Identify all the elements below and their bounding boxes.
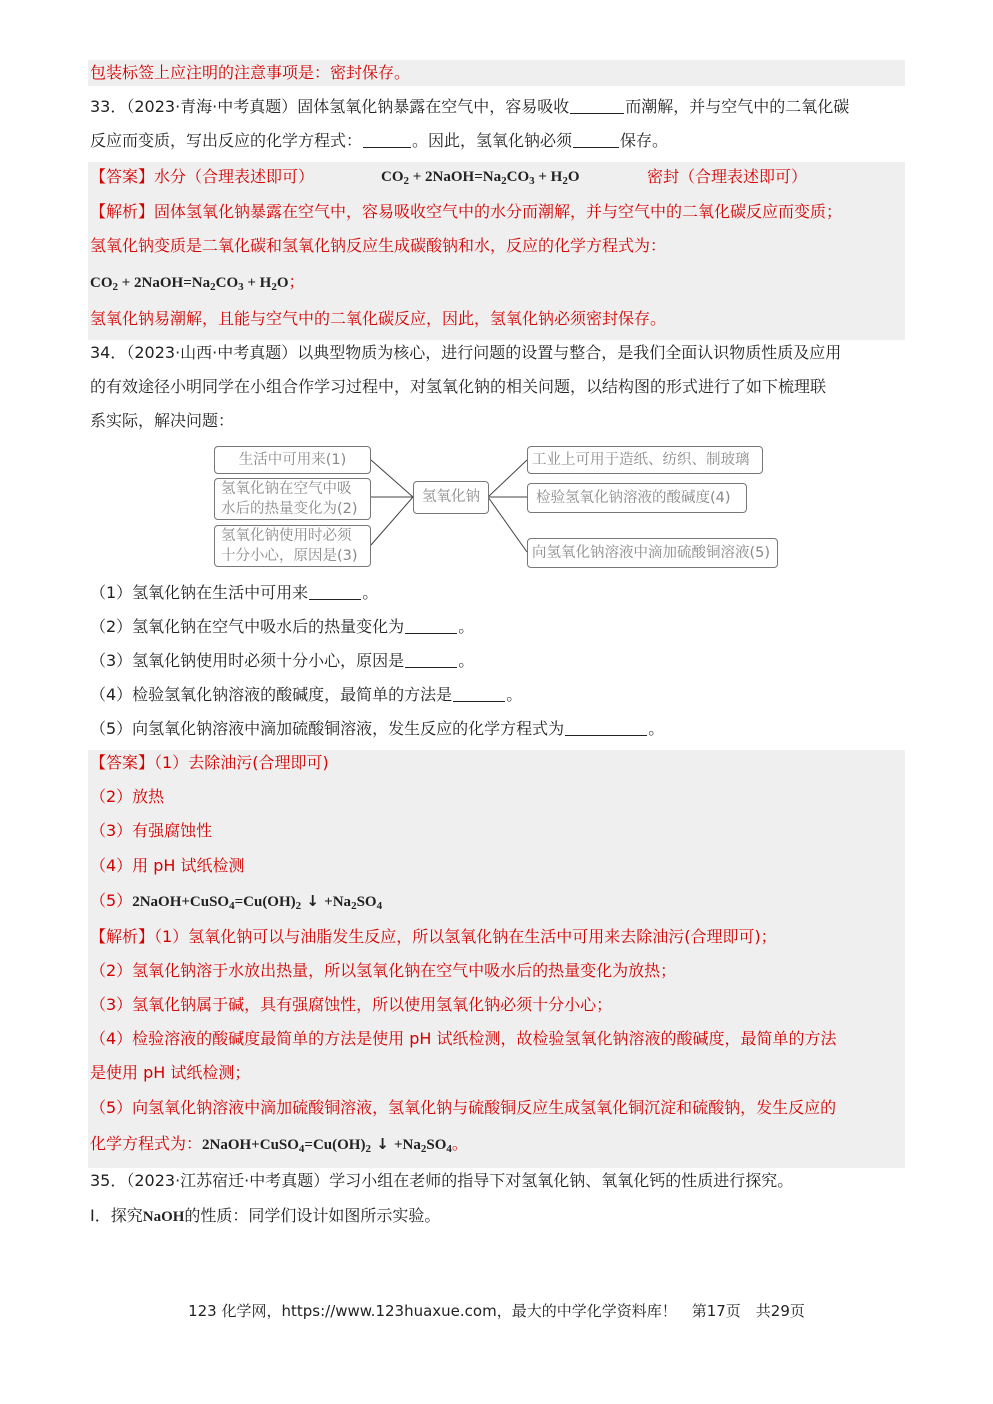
- diagram-connectors: [0, 0, 993, 600]
- q34-answer-5: $(5)2NaOH+CuSO_4=Cu(OH)_2$ ↓ $+Na_2SO_4$: [90, 891, 383, 912]
- q34-sub-3: （3）氢氧化钠使用时必须十分小心，原因是 。: [90, 651, 475, 670]
- q34-analysis-1: 【解析】（1）氢氧化钠可以与油脂发生反应，所以氢氧化钠在生活中可用来去除油污(合理即可)；: [90, 927, 777, 946]
- q34-answer-1: 【答案】（1）去除油污(合理即可): [90, 753, 329, 772]
- diagram-left-box-2: 氢氧化钠在空气中吸 水后的热量变化为(2): [214, 478, 371, 520]
- q34-blank-3[interactable]: [405, 651, 457, 668]
- diagram-right-box-3: 向氢氧化钠溶液中滴加硫酸铜溶液(5): [527, 538, 778, 568]
- q33-analysis-equation: $CO_2$ + $2NaOH=Na_2CO_3 + H_2O$；: [90, 272, 305, 293]
- q34-blank-2[interactable]: [405, 617, 457, 634]
- q34-analysis-tag: 【解析】: [90, 927, 155, 946]
- q34-sub-4: （4）检验氢氧化钠溶液的酸碱度，最简单的方法是 。: [90, 685, 523, 704]
- diagram-right-box-1: 工业上可用于造纸、纺织、制玻璃: [527, 446, 763, 474]
- q34-answer-equation: $2NaOH+CuSO_4=Cu(OH)_2$ ↓ $+Na_2SO_4$: [132, 892, 383, 912]
- q34-answer-2: （2）放热: [90, 787, 165, 806]
- q34-blank-4[interactable]: [453, 685, 505, 702]
- q33-text-3: 反应而变质，写出反应的化学方程式：: [90, 131, 363, 150]
- q33-analysis-line2: 氢氧化钠变质是二氧化碳和氢氧化钠反应生成碳酸钠和水，反应的化学方程式为：: [90, 236, 667, 255]
- q33-analysis-tag: 【解析】: [90, 202, 155, 221]
- page-footer: 123 化学网，https://www.123huaxue.com，最大的中学化学资料库！ 第17页 共29页: [188, 1302, 805, 1320]
- q34-analysis-4a: （4）检验溶液的酸碱度最简单的方法是使用 pH 试纸检测，故检验氢氧化钠溶液的酸碱度，最简单的方法: [90, 1029, 837, 1048]
- q33-answer-3: 密封（合理表述即可）: [647, 167, 808, 186]
- q34-analysis-4b: 是使用 pH 试纸检测；: [90, 1063, 251, 1082]
- q34-blank-1[interactable]: [309, 583, 361, 600]
- question-34-line2: 的有效途径小明同学在小组合作学习过程中，对氢氧化钠的相关问题，以结构图的形式进行了如下梳理联: [90, 377, 827, 396]
- question-35-line2: Ⅰ．探究NaOH的性质：同学们设计如图所示实验。: [90, 1206, 441, 1225]
- diagram-left-box-1: 生活中可用来(1): [214, 446, 371, 474]
- q33-analysis-line4: 氢氧化钠易潮解，且能与空气中的二氧化碳反应，因此，氢氧化钠必须密封保存。: [90, 309, 667, 328]
- q34-sub-2: （2）氢氧化钠在空气中吸水后的热量变化为 。: [90, 617, 475, 636]
- question-34-line3: 系实际，解决问题：: [90, 411, 235, 430]
- q34-answer-tag: 【答案】: [90, 753, 155, 772]
- q33-answer-tag: 【答案】: [90, 167, 155, 186]
- q34-sub-1: （1）氢氧化钠在生活中可用来 。: [90, 583, 379, 602]
- q34-analysis-5b: 化学方程式为：$2NaOH+CuSO_4=Cu(OH)_2$ ↓ $+Na_2SO_4$。: [90, 1134, 468, 1155]
- q34-analysis-5a: （5）向氢氧化钠溶液中滴加硫酸铜溶液，氢氧化钠与硫酸铜反应生成氢氧化铜沉淀和硫酸钠，发生反应的: [90, 1098, 837, 1117]
- q33-text-2: 而潮解，并与空气中的二氧化碳: [625, 97, 850, 116]
- diagram-center-box: 氢氧化钠: [413, 481, 489, 514]
- question-35-line1: 35．（2023·江苏宿迁·中考真题）学习小组在老师的指导下对氢氧化钠、氧氧化钙的性质进行探究。: [90, 1171, 794, 1190]
- q34-blank-5[interactable]: [565, 719, 647, 736]
- q34-answer-4: （4）用 pH 试纸检测: [90, 856, 245, 875]
- diagram-right-box-2: 检验氢氧化钠溶液的酸碱度(4): [527, 483, 747, 513]
- q34-analysis-2: （2）氢氧化钠溶于水放出热量，所以氢氧化钠在空气中吸水后的热量变化为放热；: [90, 961, 677, 980]
- q33-answer-1: 水分（合理表述即可）: [154, 167, 315, 186]
- q33-analysis-line1: 【解析】固体氢氧化钠暴露在空气中，容易吸收空气中的水分而潮解，并与空气中的二氧化碳反应而变质；: [90, 202, 843, 221]
- q33-text-4: 。因此，氢氧化钠必须: [412, 131, 573, 150]
- header-note: 包装标签上应注明的注意事项是：密封保存。: [90, 63, 411, 82]
- q33-text-5: 保存。: [620, 131, 669, 150]
- q34-analysis-3: （3）氢氧化钠属于碱，具有强腐蚀性，所以使用氢氧化钠必须十分小心；: [90, 995, 613, 1014]
- q34-analysis-equation: $2NaOH+CuSO_4=Cu(OH)_2$ ↓ $+Na_2SO_4$: [202, 1135, 452, 1155]
- q33-answer-equation: $CO_2$ + $2NaOH=Na_2CO_3 + H_2O$: [381, 169, 580, 187]
- diagram-left-box-3: 氢氧化钠使用时必须 十分小心，原因是(3): [214, 525, 371, 567]
- question-34-line1: 34．（2023·山西·中考真题）以典型物质为核心，进行问题的设置与整合，是我们全面认识物质性质及应用: [90, 343, 842, 362]
- q33-text-1: 33．（2023·青海·中考真题）固体氢氧化钠暴露在空气中，容易吸收: [90, 97, 570, 116]
- q34-answer-3: （3）有强腐蚀性: [90, 821, 213, 840]
- q34-sub-5: （5）向氢氧化钠溶液中滴加硫酸铜溶液，发生反应的化学方程式为 。: [90, 719, 665, 738]
